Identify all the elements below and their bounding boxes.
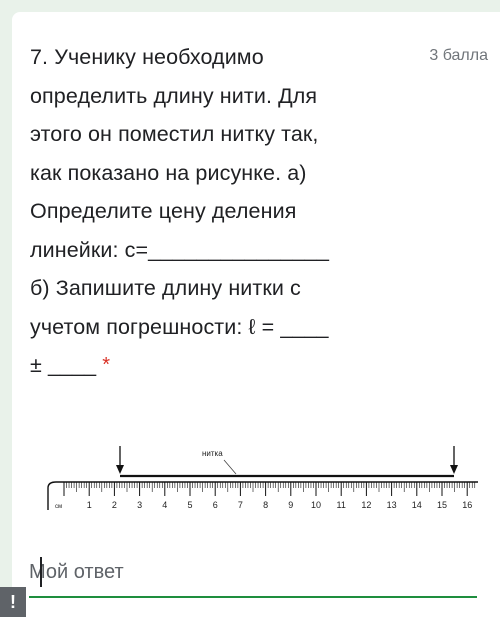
ruler-number-label: 16 xyxy=(462,500,473,510)
ruler-number-label: 14 xyxy=(411,500,422,510)
ruler-number-label: 2 xyxy=(111,500,117,510)
ruler-number-label: 15 xyxy=(436,500,448,510)
answer-input[interactable] xyxy=(29,552,477,598)
question-text xyxy=(30,38,400,385)
thread-label: нитка xyxy=(202,449,223,458)
ruler-number-label: 7 xyxy=(237,500,243,510)
ruler-number-label: 12 xyxy=(361,500,372,510)
unit-label: см xyxy=(55,504,63,510)
ruler-number-label: 6 xyxy=(212,500,218,510)
ruler-number-label: 8 xyxy=(263,500,269,510)
ruler-number-label: 5 xyxy=(187,500,193,510)
ruler-ticks xyxy=(64,482,475,496)
required-asterisk: * xyxy=(102,354,111,376)
ruler-number-label: 9 xyxy=(288,500,294,510)
thread-label-pointer xyxy=(224,460,236,474)
question-body: 7. Ученику необходимо определить длину нити. Для этого он поместил нитку так, как показано на рисунке. а) Определите цену деления линейки: с=_______________ б) Запишите длину нитки с учетом погрешности: ℓ = ____ ± ____ xyxy=(30,45,330,377)
ruler-number-label: 3 xyxy=(137,500,143,510)
ruler-number-label: 4 xyxy=(162,500,168,510)
ruler-number-label: 13 xyxy=(386,500,397,510)
ruler-number-label: 1 xyxy=(86,500,92,510)
ruler-labels xyxy=(87,500,473,510)
ruler-number-label: 10 xyxy=(310,500,322,510)
ruler-number-label: 11 xyxy=(336,500,346,510)
text-cursor xyxy=(40,557,42,587)
points-label: 3 балла xyxy=(429,47,488,64)
right-arrow-head xyxy=(450,465,458,474)
alert-badge[interactable]: ! xyxy=(0,587,26,617)
ruler-figure xyxy=(40,436,480,526)
left-arrow-head xyxy=(116,465,124,474)
